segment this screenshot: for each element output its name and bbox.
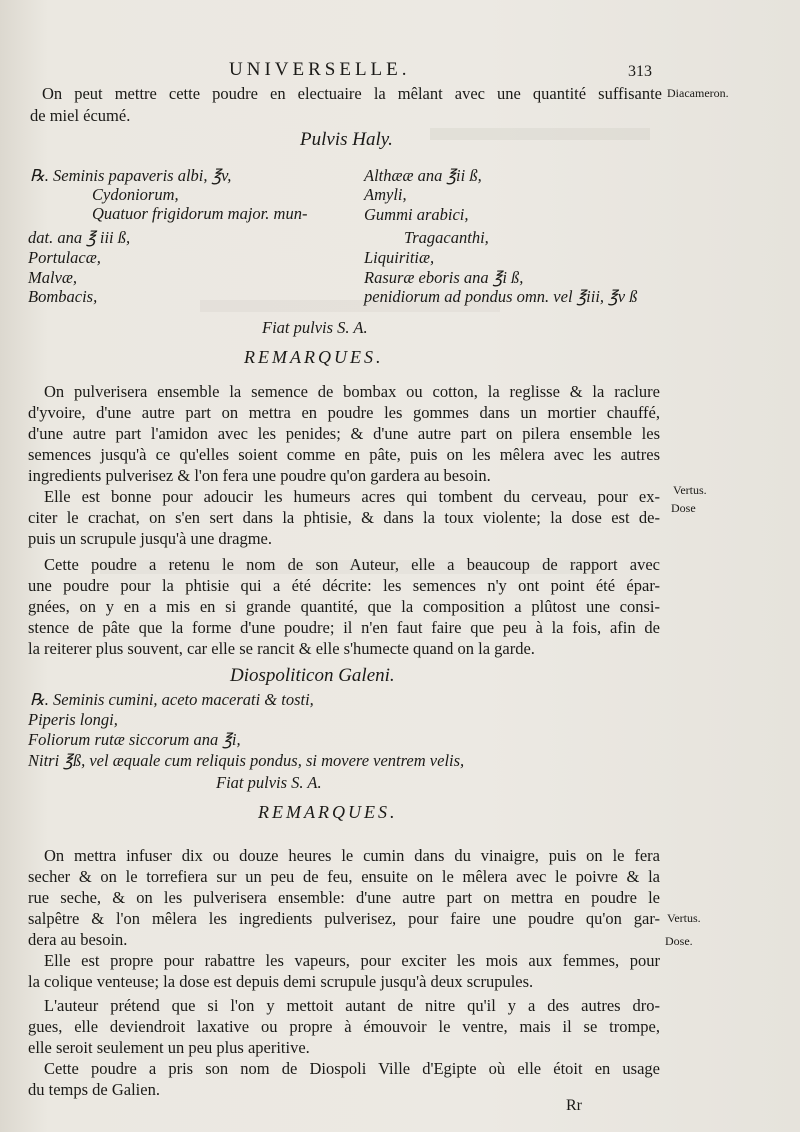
page-number: 313 <box>628 63 652 80</box>
intro-line: On peut mettre cette poudre en electuaire la mêlant avec une quantité suffisante <box>42 84 662 103</box>
fiat-line: Fiat pulvis S. A. <box>262 318 368 337</box>
recipe-left-line: Bombacis, <box>28 287 98 306</box>
paragraph-line: Elle est propre pour rabattre les vapeurs, pour exciter les mois aux femmes, pour <box>44 951 660 970</box>
fiat-line: Fiat pulvis S. A. <box>216 773 322 792</box>
paragraph-line: elle seroit seulement un peu plus aperitive. <box>28 1038 310 1057</box>
recipe-right-line: Liquiritiæ, <box>364 248 435 267</box>
paragraph-line: dera au besoin. <box>28 930 128 949</box>
recipe-left-line: Malvæ, <box>28 268 78 287</box>
margin-note-dose: Dose <box>671 501 696 515</box>
paragraph-line: gnées, on y en a mis en si grande quantité, que la composition a plûtost une consi- <box>28 597 660 616</box>
paragraph-line: Cette poudre a pris son nom de Diospoli Ville d'Egipte où elle étoit en usage <box>44 1059 660 1078</box>
paragraph-line: la colique venteuse; la dose est depuis demi scrupule jusqu'à deux scrupules. <box>28 972 534 991</box>
paragraph-line: stence de pâte que la forme d'une poudre; il n'en faut faire que peu à la fois, afin de <box>28 618 660 637</box>
remarques-heading: REMARQUES. <box>258 802 398 822</box>
recipe-left-line: Cydoniorum, <box>92 185 179 204</box>
margin-note-dose: Dose. <box>665 934 693 948</box>
section-title: Diospoliticon Galeni. <box>230 665 395 686</box>
paragraph-line: Elle est bonne pour adoucir les humeurs acres qui tombent du cerveau, pour ex- <box>44 487 660 506</box>
paragraph-line: une poudre pour la phtisie qui a été décrite: les semences n'y ont point été épar- <box>28 576 660 595</box>
recipe-left-line: Quatuor frigidorum major. mun- <box>92 204 308 223</box>
recipe-right-line: penidiorum ad pondus omn. vel ℥iii, ℥v ß <box>364 287 638 306</box>
catchword: Rr <box>566 1097 582 1114</box>
paragraph-line: ingredients pulverisez & l'on fera une poudre qu'on gardera au besoin. <box>28 466 491 485</box>
paragraph-line: L'auteur prétend que si l'on y mettoit autant de nitre qu'il y a des autres dro- <box>44 996 660 1015</box>
paragraph-line: rue seche, & on les pulverisera ensemble: d'une autre part on mettra en poudre le <box>28 888 660 907</box>
margin-note-vertus: Vertus. <box>667 911 701 925</box>
section-title: Pulvis Haly. <box>300 129 393 150</box>
paragraph-line: semences jusqu'à ce qu'elles soient comme en pâte, puis on les mêlera avec les autres <box>28 445 660 464</box>
recipe-line: Piperis longi, <box>28 710 118 729</box>
margin-note-vertus: Vertus. <box>673 483 707 497</box>
paragraph-line: Cette poudre a retenu le nom de son Auteur, elle a beaucoup de rapport avec <box>44 555 660 574</box>
recipe-left-line: dat. ana ℥ iii ß, <box>28 228 131 247</box>
recipe-line: ℞. Seminis cumini, aceto macerati & tosti, <box>30 690 314 709</box>
recipe-line: Nitri ℥ß, vel æquale cum reliquis pondus, si movere ventrem velis, <box>28 751 465 770</box>
running-title: UNIVERSELLE. <box>229 59 411 80</box>
bleed-through <box>430 128 650 140</box>
recipe-left-line: ℞. Seminis papaveris albi, ℥v, <box>30 166 232 185</box>
recipe-right-line: Gummi arabici, <box>364 205 469 224</box>
paragraph-line: d'yvoire, d'une autre part on mettra en poudre les gommes dans un mortier chauffé, <box>28 403 660 422</box>
paragraph-line: d'une autre part l'amidon avec les penides; & d'une autre part on pilera ensemble les <box>28 424 660 443</box>
recipe-right-line: Rasuræ eboris ana ℥i ß, <box>364 268 524 287</box>
paragraph-line: du temps de Galien. <box>28 1080 160 1099</box>
paragraph-line: secher & on le torrefiera sur un peu de feu, ensuite on le mêlera avec le poivre & la <box>28 867 660 886</box>
recipe-line: Foliorum rutæ siccorum ana ℥i, <box>28 730 241 749</box>
paragraph-line: On mettra infuser dix ou douze heures le cumin dans du vinaigre, puis on le fera <box>44 846 660 865</box>
margin-note-diacameron: Diacameron. <box>667 86 729 100</box>
paragraph-line: citer le crachat, on s'en sert dans la phtisie, & dans la toux violente; la dose est de- <box>28 508 660 527</box>
paragraph-line: On pulverisera ensemble la semence de bombax ou cotton, la reglisse & la raclure <box>44 382 660 401</box>
recipe-right-line: Amyli, <box>364 185 407 204</box>
paragraph-line: gues, elle deviendroit laxative ou propre à émouvoir le ventre, mais il se trompe, <box>28 1017 660 1036</box>
paragraph-line: la reiterer plus souvent, car elle se rancit & elle s'humecte quand on la garde. <box>28 639 535 658</box>
intro-line: de miel écumé. <box>30 106 131 125</box>
recipe-right-line: Tragacanthi, <box>404 228 489 247</box>
recipe-left-line: Portulacæ, <box>28 248 101 267</box>
recipe-right-line: Althææ ana ℥ii ß, <box>364 166 482 185</box>
paragraph-line: puis un scrupule jusqu'à une dragme. <box>28 529 273 548</box>
paragraph-line: salpêtre & l'on mêlera les ingredients pulverisez, pour faire une poudre qu'on gar- <box>28 909 660 928</box>
remarques-heading: REMARQUES. <box>244 347 384 367</box>
